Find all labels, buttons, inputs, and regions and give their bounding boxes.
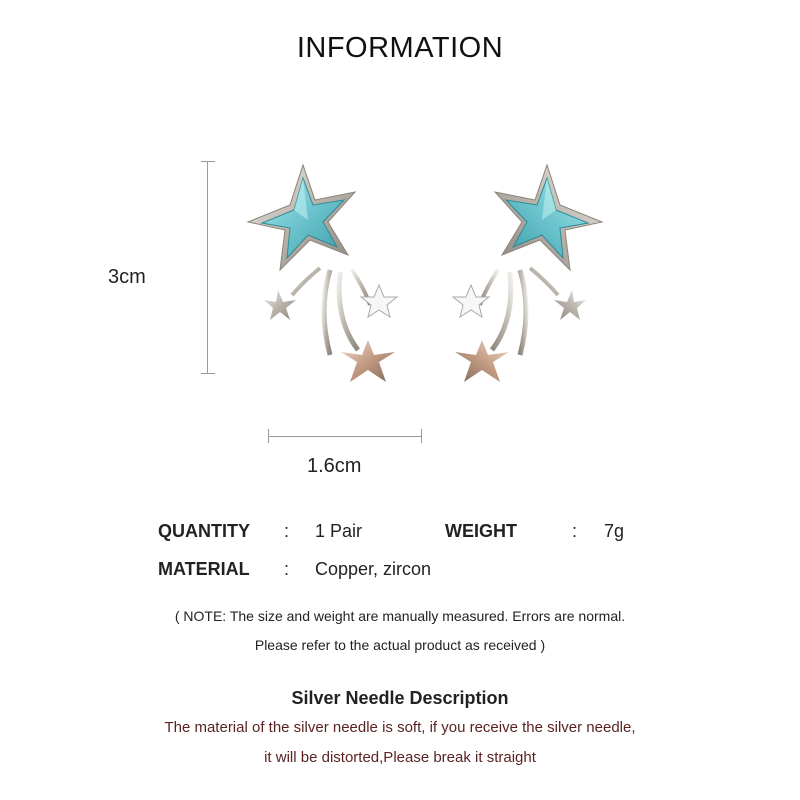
material-separator: : [284, 559, 290, 579]
material-value: Copper, zircon [315, 559, 432, 579]
weight-key: WEIGHT [445, 521, 517, 541]
right-earring-image [430, 160, 610, 400]
weight-value: 7g [604, 521, 625, 541]
left-earring-image [240, 160, 420, 400]
quantity-key: QUANTITY [158, 521, 250, 541]
silver-needle-line-2: it will be distorted,Please break it straight [264, 749, 536, 766]
width-label: 1.6cm [307, 455, 362, 477]
material-key: MATERIAL [158, 559, 250, 579]
height-marker-line [207, 161, 208, 374]
height-marker-bottom-cap [201, 373, 215, 374]
silver-needle-title: Silver Needle Description [291, 688, 509, 708]
quantity-separator: : [284, 521, 290, 541]
height-label: 3cm [108, 266, 146, 288]
page-title: INFORMATION [296, 32, 504, 64]
width-dimension-marker [268, 429, 422, 443]
width-marker-line [268, 436, 422, 437]
weight-separator: : [572, 521, 578, 541]
height-dimension-marker [201, 161, 215, 374]
silver-needle-line-1: The material of the silver needle is soft, if you receive the silver needle, [164, 719, 636, 736]
note-line-1: ( NOTE: The size and weight are manually measured. Errors are normal. [174, 608, 626, 624]
quantity-value: 1 Pair [315, 521, 363, 541]
height-marker-top-cap [201, 161, 215, 162]
note-line-2: Please refer to the actual product as received ) [254, 637, 546, 653]
width-marker-right-cap [421, 429, 422, 443]
